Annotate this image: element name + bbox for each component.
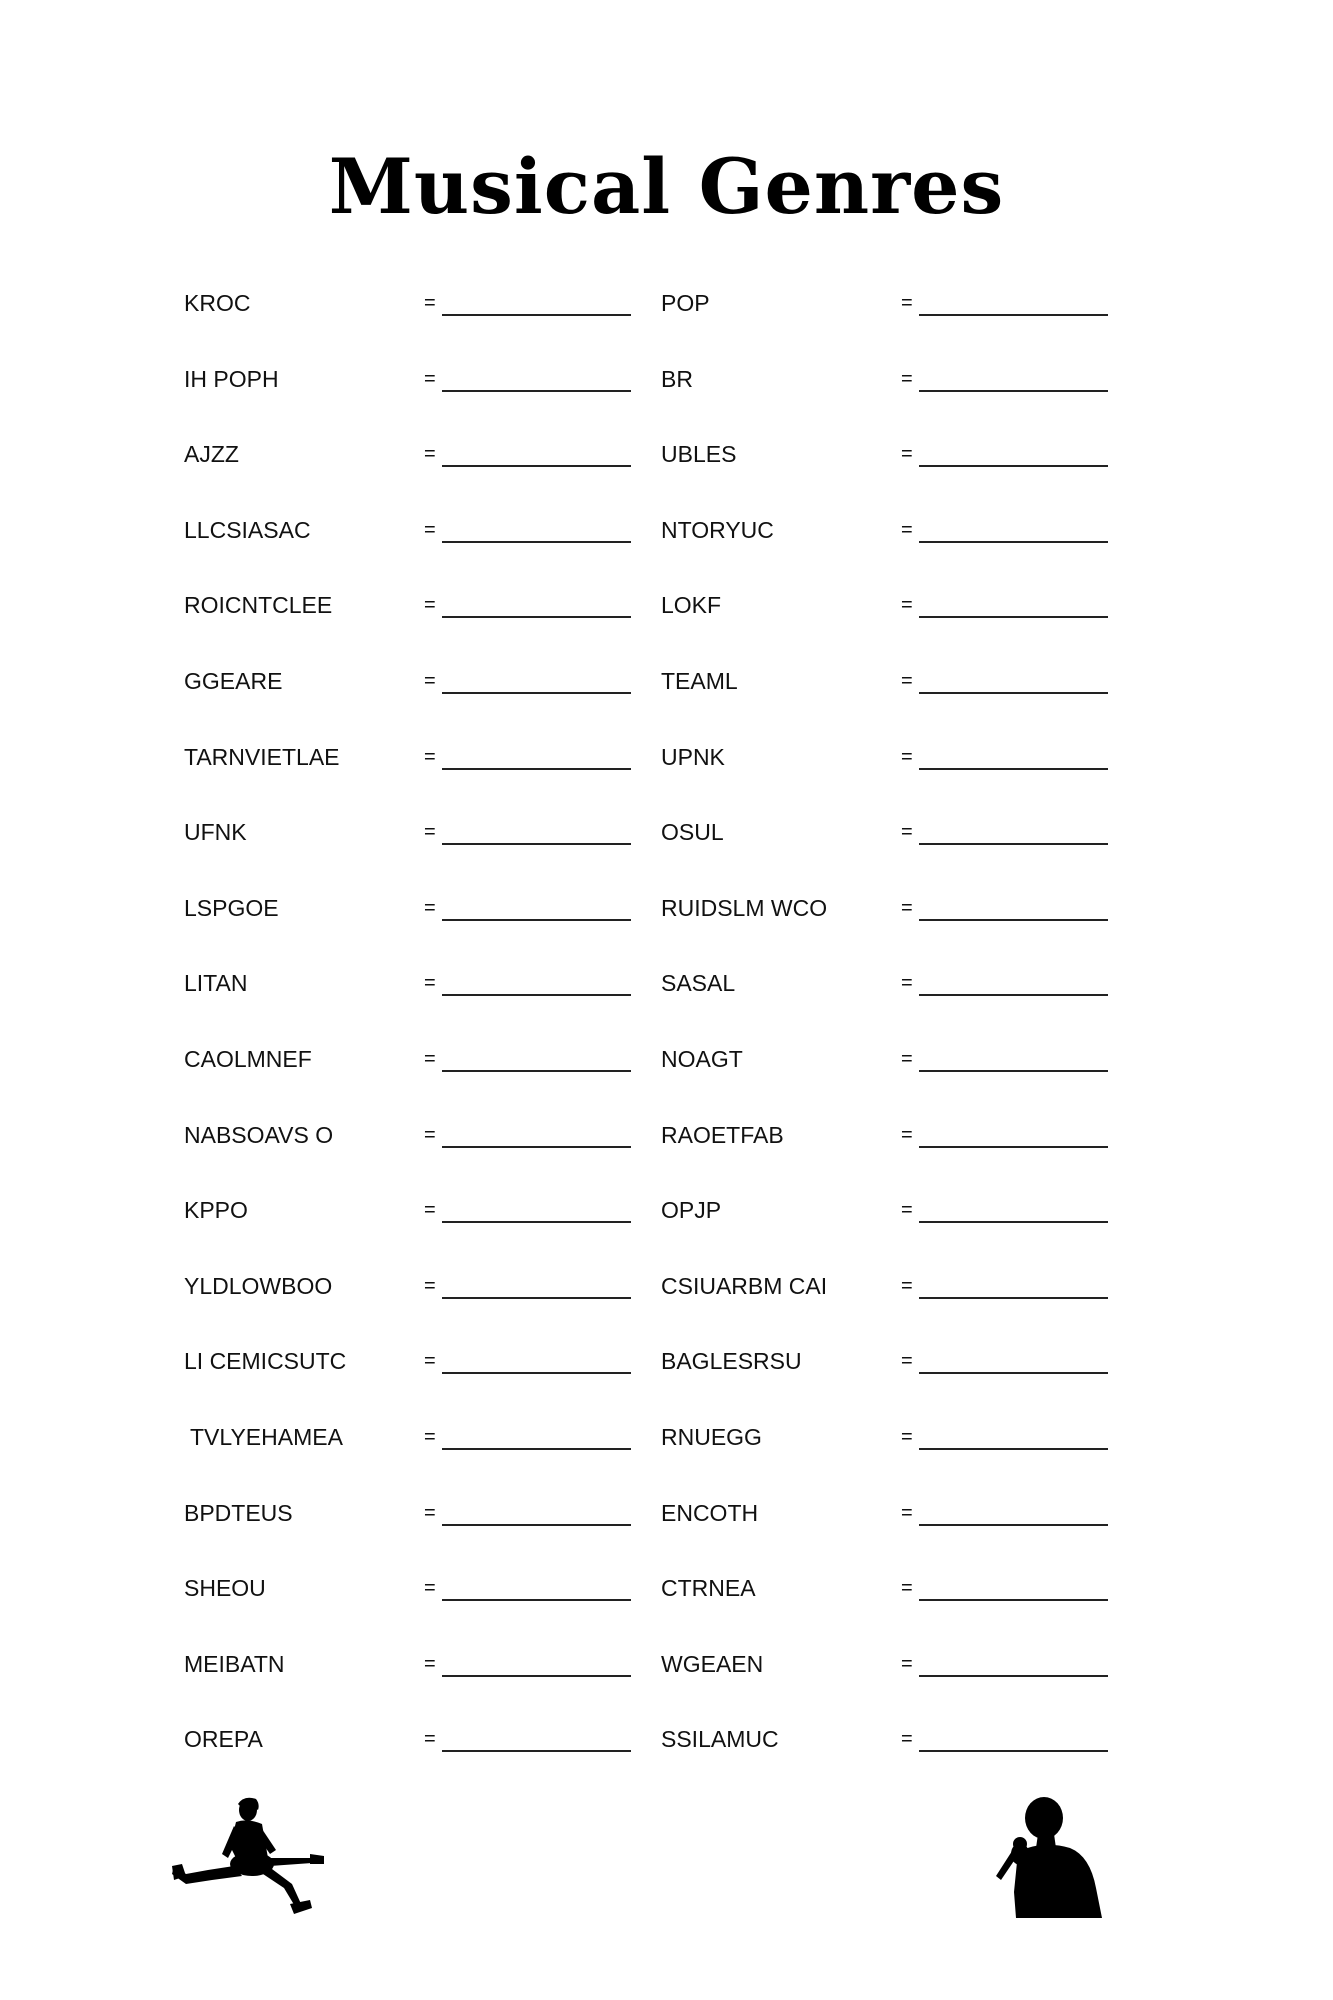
puzzle-row — [661, 811, 1111, 887]
answer-blank — [919, 1221, 1108, 1223]
scrambled-word: AJZZ — [184, 441, 239, 468]
equals-sign: = — [424, 1123, 436, 1146]
answer-blank — [442, 1297, 631, 1299]
equals-sign: = — [424, 1728, 436, 1751]
puzzle-row — [184, 433, 634, 509]
puzzle-row — [184, 1567, 634, 1643]
answer-blank — [442, 541, 631, 543]
equals-sign: = — [424, 1047, 436, 1070]
equals-sign: = — [424, 896, 436, 919]
puzzle-row — [661, 1189, 1111, 1265]
answer-blank — [919, 843, 1108, 845]
equals-sign: = — [424, 821, 436, 844]
answer-blank — [919, 1524, 1108, 1526]
equals-sign: = — [424, 1501, 436, 1524]
equals-sign: = — [424, 367, 436, 390]
puzzle-row — [184, 1038, 634, 1114]
puzzle-row — [661, 1718, 1111, 1794]
equals-sign: = — [901, 1199, 913, 1222]
puzzle-row — [184, 584, 634, 660]
scrambled-word: GGEARE — [184, 667, 283, 694]
answer-blank — [442, 1524, 631, 1526]
scrambled-word: ROICNTCLEE — [184, 592, 333, 619]
answer-blank — [442, 768, 631, 770]
puzzle-row — [661, 1643, 1111, 1719]
puzzle-row — [184, 358, 634, 434]
puzzle-row — [661, 1038, 1111, 1114]
equals-sign: = — [901, 1425, 913, 1448]
answer-blank — [442, 1599, 631, 1601]
answer-blank — [442, 692, 631, 694]
scrambled-word: WGEAEN — [661, 1650, 764, 1677]
answer-blank — [919, 1675, 1108, 1677]
puzzle-row — [184, 1340, 634, 1416]
scrambled-word: NTORYUC — [661, 516, 774, 543]
equals-sign: = — [424, 1274, 436, 1297]
scrambled-word: LI CEMICSUTC — [184, 1348, 347, 1375]
puzzle-row — [184, 1265, 634, 1341]
scrambled-word: TARNVIETLAE — [184, 743, 340, 770]
puzzle-row — [184, 1643, 634, 1719]
equals-sign: = — [424, 669, 436, 692]
scrambled-word: ENCOTH — [661, 1499, 759, 1526]
equals-sign: = — [901, 821, 913, 844]
puzzle-row — [661, 1492, 1111, 1568]
scrambled-word: IH POPH — [184, 365, 279, 392]
equals-sign: = — [901, 1350, 913, 1373]
answer-blank — [919, 768, 1108, 770]
answer-blank — [919, 1599, 1108, 1601]
scrambled-word: KPPO — [184, 1197, 248, 1224]
answer-blank — [919, 1297, 1108, 1299]
equals-sign: = — [424, 292, 436, 314]
puzzle-row — [661, 1114, 1111, 1190]
scrambled-word: POP — [661, 290, 710, 316]
scrambled-word: UFNK — [184, 819, 247, 846]
answer-blank — [442, 843, 631, 845]
equals-sign: = — [901, 1577, 913, 1600]
puzzle-row — [184, 1189, 634, 1265]
equals-sign: = — [901, 896, 913, 919]
equals-sign: = — [901, 1274, 913, 1297]
answer-blank — [442, 465, 631, 467]
puzzle-row — [661, 358, 1111, 434]
scrambled-word: TVLYEHAMEA — [184, 1423, 343, 1450]
puzzle-row — [184, 509, 634, 585]
scrambled-word: OREPA — [184, 1726, 263, 1753]
scrambled-word: OSUL — [661, 819, 724, 846]
answer-blank — [442, 1146, 631, 1148]
scrambled-word: OPJP — [661, 1197, 722, 1224]
scrambled-word: UPNK — [661, 743, 725, 770]
scrambled-word: LITAN — [184, 970, 248, 997]
equals-sign: = — [424, 1350, 436, 1373]
puzzle-row — [661, 584, 1111, 660]
equals-sign: = — [901, 594, 913, 617]
equals-sign: = — [424, 745, 436, 768]
equals-sign: = — [901, 1652, 913, 1675]
puzzle-row — [184, 660, 634, 736]
answer-blank — [919, 919, 1108, 921]
scrambled-word: SSILAMUC — [661, 1726, 779, 1753]
scrambled-word: TEAML — [661, 667, 738, 694]
equals-sign: = — [901, 669, 913, 692]
puzzle-row — [184, 1492, 634, 1568]
scrambled-word: LLCSIASAC — [184, 516, 311, 543]
equals-sign: = — [901, 1123, 913, 1146]
scrambled-word: RUIDSLM WCO — [661, 894, 828, 921]
scrambled-word: SHEOU — [184, 1575, 266, 1602]
answer-blank — [442, 1070, 631, 1072]
puzzle-row — [661, 660, 1111, 736]
answer-blank — [442, 1221, 631, 1223]
equals-sign: = — [901, 518, 913, 541]
puzzle-row — [661, 1416, 1111, 1492]
page-title: Musical Genres — [328, 141, 1005, 231]
answer-blank — [442, 1750, 631, 1752]
equals-sign: = — [901, 292, 913, 314]
scrambled-word: NABSOAVS O — [184, 1121, 334, 1148]
equals-sign: = — [901, 1728, 913, 1751]
answer-blank — [919, 390, 1108, 392]
puzzle-row — [661, 962, 1111, 1038]
puzzle-row — [661, 433, 1111, 509]
equals-sign: = — [901, 443, 913, 466]
puzzle-row — [661, 282, 1111, 358]
answer-blank — [919, 1372, 1108, 1374]
puzzle-row — [661, 887, 1111, 963]
scrambled-word: YLDLOWBOO — [184, 1272, 333, 1299]
answer-blank — [919, 465, 1108, 467]
guitarist-silhouette-icon — [172, 1796, 328, 1918]
equals-sign: = — [901, 745, 913, 768]
answer-blank — [919, 314, 1108, 316]
equals-sign: = — [424, 1577, 436, 1600]
answer-blank — [442, 994, 631, 996]
scrambled-word: RAOETFAB — [661, 1121, 784, 1148]
answer-blank — [442, 314, 631, 316]
scrambled-word: KROC — [184, 290, 251, 316]
scrambled-word: NOAGT — [661, 1045, 743, 1072]
puzzle-row — [661, 1340, 1111, 1416]
answer-blank — [919, 1070, 1108, 1072]
scrambled-word: SASAL — [661, 970, 736, 997]
equals-sign: = — [901, 1501, 913, 1524]
left-word-column — [184, 282, 634, 1794]
answer-blank — [919, 1448, 1108, 1450]
scrambled-word: LOKF — [661, 592, 722, 619]
scrambled-word: CSIUARBM CAI — [661, 1272, 828, 1299]
answer-blank — [442, 390, 631, 392]
answer-blank — [919, 994, 1108, 996]
right-word-column — [661, 282, 1111, 1794]
equals-sign: = — [424, 1425, 436, 1448]
equals-sign: = — [424, 594, 436, 617]
scrambled-word: BAGLESRSU — [661, 1348, 802, 1375]
answer-blank — [442, 1448, 631, 1450]
answer-blank — [919, 1146, 1108, 1148]
puzzle-row — [661, 1265, 1111, 1341]
puzzle-row — [661, 736, 1111, 812]
scrambled-word: MEIBATN — [184, 1650, 285, 1677]
scrambled-word: RNUEGG — [661, 1423, 762, 1450]
answer-blank — [442, 919, 631, 921]
puzzle-row — [661, 1567, 1111, 1643]
answer-blank — [919, 692, 1108, 694]
answer-blank — [919, 1750, 1108, 1752]
answer-blank — [919, 616, 1108, 618]
puzzle-row — [184, 736, 634, 812]
singer-silhouette-icon — [992, 1796, 1112, 1918]
answer-blank — [442, 1675, 631, 1677]
puzzle-row — [184, 1416, 634, 1492]
scrambled-word: LSPGOE — [184, 894, 279, 921]
scrambled-word: UBLES — [661, 441, 737, 468]
puzzle-row — [184, 1718, 634, 1794]
equals-sign: = — [424, 972, 436, 995]
equals-sign: = — [424, 443, 436, 466]
puzzle-row — [184, 887, 634, 963]
scrambled-word: BPDTEUS — [184, 1499, 293, 1526]
equals-sign: = — [424, 1652, 436, 1675]
puzzle-row — [184, 962, 634, 1038]
scrambled-word: CAOLMNEF — [184, 1045, 312, 1072]
equals-sign: = — [901, 367, 913, 390]
answer-blank — [442, 1372, 631, 1374]
equals-sign: = — [424, 518, 436, 541]
puzzle-row — [184, 1114, 634, 1190]
answer-blank — [442, 616, 631, 618]
puzzle-row — [184, 811, 634, 887]
equals-sign: = — [424, 1199, 436, 1222]
answer-blank — [919, 541, 1108, 543]
equals-sign: = — [901, 972, 913, 995]
scrambled-word: CTRNEA — [661, 1575, 756, 1602]
equals-sign: = — [901, 1047, 913, 1070]
scrambled-word: BR — [661, 365, 693, 392]
puzzle-row — [184, 282, 634, 358]
puzzle-row — [661, 509, 1111, 585]
